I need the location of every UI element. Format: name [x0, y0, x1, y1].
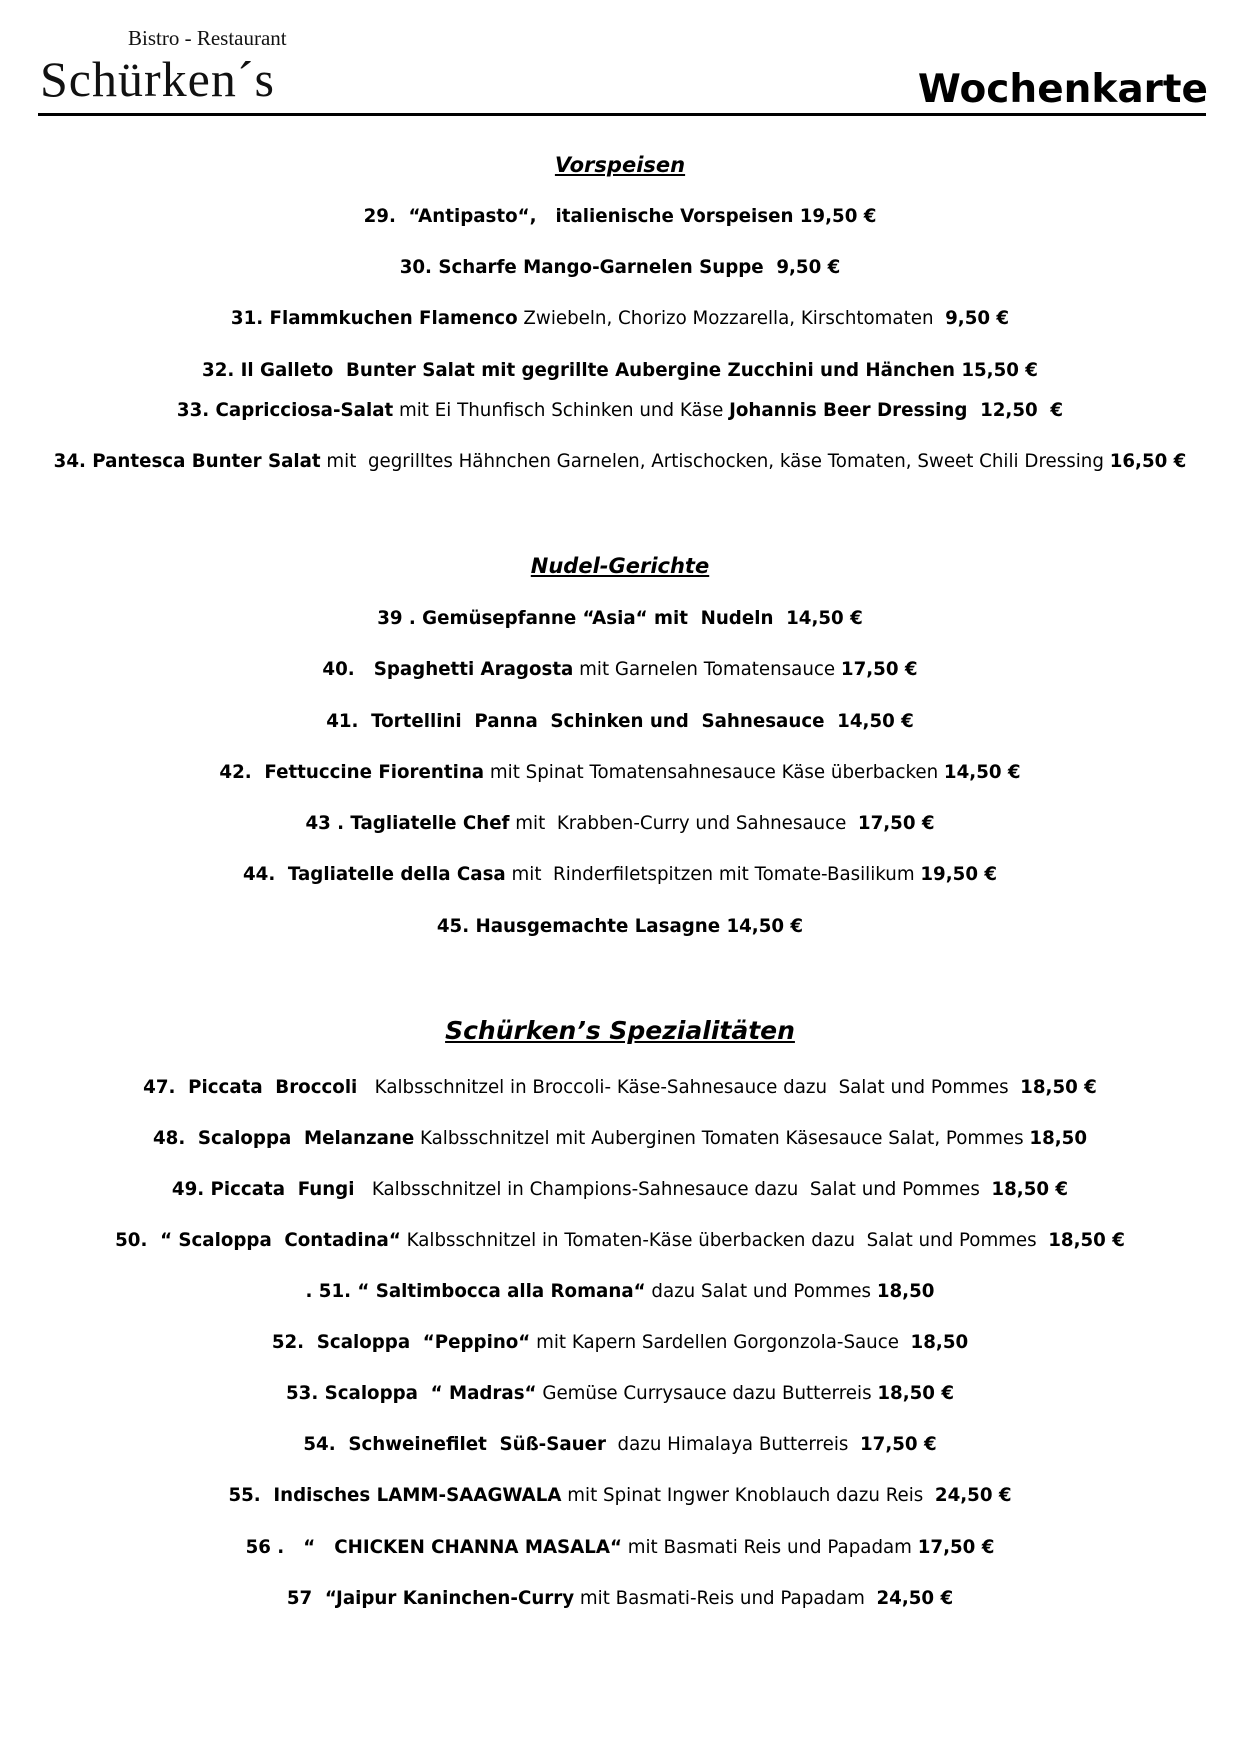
menu-item-text: dazu Salat und Pommes: [645, 1281, 877, 1302]
menu-item-text: mit Kapern Sardellen Gorgonzola-Sauce: [530, 1332, 911, 1353]
menu-item-bold-text: 41. Tortellini Panna Schinken und Sahnesauce 14,50 €: [326, 711, 914, 732]
menu-item-bold-text: 57 “Jaipur Kaninchen-Curry: [286, 1588, 575, 1609]
menu-item-text: mit Spinat Ingwer Knoblauch dazu Reis: [561, 1485, 935, 1506]
logo-name: Schürken´s: [40, 51, 275, 107]
menu-item: [0, 257, 1240, 278]
menu-item-bold-text: 47. Piccata Broccoli: [143, 1077, 358, 1098]
menu-item-bold-text: 43 . Tagliatelle Chef: [305, 813, 510, 834]
page-title: Wochenkarte: [917, 67, 1208, 112]
menu-item-bold-text: 42. Fettuccine Fiorentina: [219, 762, 485, 783]
menu-item: [0, 1332, 1240, 1353]
menu-item-bold-text: 33. Capricciosa-Salat: [176, 400, 394, 421]
menu-item-text: mit Rinderfiletspitzen mit Tomate-Basilikum: [505, 864, 921, 885]
menu-item-bold-text: 18,50 €: [991, 1179, 1069, 1200]
menu-item-text: mit Basmati-Reis und Papadam: [574, 1588, 877, 1609]
menu-item: [0, 1281, 1240, 1302]
menu-item: [0, 1485, 1240, 1506]
menu-item: [0, 400, 1240, 421]
menu-item-text: mit gegrilltes Hähnchen Garnelen, Artischocken, käse Tomaten, Sweet Chili Dressing: [320, 451, 1110, 472]
menu-item-text: Kalbsschnitzel in Tomaten-Käse überbacken dazu Salat und Pommes: [400, 1230, 1049, 1251]
menu-item-text: mit Spinat Tomatensahnesauce Käse überbacken: [484, 762, 944, 783]
section-heading-spezialitaeten: Schürken’s Spezialitäten: [445, 1016, 795, 1045]
menu-item: [0, 1230, 1240, 1251]
menu-item-bold-text: 40. Spaghetti Aragosta: [322, 659, 574, 680]
menu-item-bold-text: 19,50 €: [920, 864, 998, 885]
menu-item-bold-text: . 51. “ Saltimbocca alla Romana“: [305, 1281, 646, 1302]
menu-item-text: mit Ei Thunfisch Schinken und Käse: [393, 400, 730, 421]
menu-item: [0, 659, 1240, 680]
menu-item-text: Zwiebeln, Chorizo Mozzarella, Kirschtomaten: [517, 308, 946, 329]
menu-item-text: mit Garnelen Tomatensauce: [573, 659, 841, 680]
menu-item-bold-text: 48. Scaloppa Melanzane: [152, 1128, 415, 1149]
menu-item: [0, 1588, 1240, 1609]
menu-item-bold-text: 49. Piccata Fungi: [171, 1179, 355, 1200]
menu-item-bold-text: 18,50: [910, 1332, 969, 1353]
menu-item-bold-text: 31. Flammkuchen Flamenco: [230, 308, 518, 329]
menu-item-text: Kalbsschnitzel in Broccoli- Käse-Sahnesauce dazu Salat und Pommes: [357, 1077, 1021, 1098]
menu-item-bold-text: 16,50 €: [1109, 451, 1187, 472]
menu-item-bold-text: 24,50 €: [876, 1588, 954, 1609]
menu-item-bold-text: 18,50: [876, 1281, 935, 1302]
menu-item: [0, 308, 1240, 329]
menu-item-bold-text: 39 . Gemüsepfanne “Asia“ mit Nudeln 14,50 €: [377, 608, 863, 629]
menu-item-bold-text: 29. “Antipasto“, italienische Vorspeisen 19,50 €: [363, 206, 877, 227]
menu-item-text: mit Basmati Reis und Papadam: [621, 1537, 918, 1558]
menu-item-bold-text: 17,50 €: [859, 1434, 937, 1455]
logo-subtitle: Bistro - Restaurant: [128, 26, 287, 50]
menu-item-bold-text: 18,50 €: [1020, 1077, 1097, 1098]
menu-item-bold-text: 18,50 €: [1048, 1230, 1125, 1251]
menu-item: [0, 1383, 1240, 1404]
menu-item-bold-text: 53. Scaloppa “ Madras“: [285, 1383, 537, 1404]
menu-item: [0, 916, 1240, 937]
menu-item: [0, 608, 1240, 629]
menu-item: [0, 711, 1240, 732]
menu-item-bold-text: 52. Scaloppa “Peppino“: [271, 1332, 531, 1353]
menu-item: [0, 864, 1240, 885]
menu-item: [0, 1434, 1240, 1455]
menu-item-bold-text: 55. Indisches LAMM-SAAGWALA: [228, 1485, 562, 1506]
menu-item-bold-text: 17,50 €: [917, 1537, 995, 1558]
menu-item-text: dazu Himalaya Butterreis: [605, 1434, 860, 1455]
menu-item-bold-text: 45. Hausgemachte Lasagne 14,50 €: [436, 916, 804, 937]
menu-item-bold-text: 54. Schweinefilet Süß-Sauer: [303, 1434, 606, 1455]
header-divider: [38, 113, 1206, 116]
menu-item-bold-text: 24,50 €: [934, 1485, 1012, 1506]
menu-item-bold-text: 14,50 €: [943, 762, 1021, 783]
menu-item: [0, 813, 1240, 834]
menu-item: [0, 1077, 1240, 1098]
menu-item: [0, 360, 1240, 381]
menu-item: [0, 451, 1240, 472]
menu-item: [0, 206, 1240, 227]
menu-item-text: Kalbsschnitzel in Champions-Sahnesauce dazu Salat und Pommes: [354, 1179, 992, 1200]
menu-item-bold-text: Johannis Beer Dressing 12,50 €: [729, 400, 1064, 421]
menu-item: [0, 1128, 1240, 1149]
menu-item-bold-text: 32. Il Galleto Bunter Salat mit gegrillte Aubergine Zucchini und Hänchen 15,50 €: [202, 360, 1038, 381]
menu-item-bold-text: 17,50 €: [857, 813, 935, 834]
menu-item-bold-text: 34. Pantesca Bunter Salat: [53, 451, 321, 472]
menu-item-bold-text: 18,50 €: [877, 1383, 955, 1404]
menu-item-text: mit Krabben-Curry und Sahnesauce: [509, 813, 858, 834]
menu-item-bold-text: 17,50 €: [840, 659, 918, 680]
menu-item-bold-text: 56 . “ CHICKEN CHANNA MASALA“: [245, 1537, 622, 1558]
menu-item-bold-text: 30. Scharfe Mango-Garnelen Suppe 9,50 €: [399, 257, 841, 278]
menu-item-bold-text: 18,50: [1029, 1128, 1088, 1149]
section-heading-vorspeisen: Vorspeisen: [554, 153, 686, 177]
menu-item-text: Gemüse Currysauce dazu Butterreis: [536, 1383, 878, 1404]
menu-item: [0, 1537, 1240, 1558]
menu-item-bold-text: 9,50 €: [945, 308, 1010, 329]
menu-item-text: Kalbsschnitzel mit Auberginen Tomaten Käsesauce Salat, Pommes: [414, 1128, 1030, 1149]
menu-item-bold-text: 50. “ Scaloppa Contadina“: [115, 1230, 401, 1251]
menu-item: [0, 762, 1240, 783]
section-heading-nudel-gerichte: Nudel-Gerichte: [530, 554, 710, 578]
menu-item: [0, 1179, 1240, 1200]
menu-item-bold-text: 44. Tagliatelle della Casa: [242, 864, 506, 885]
